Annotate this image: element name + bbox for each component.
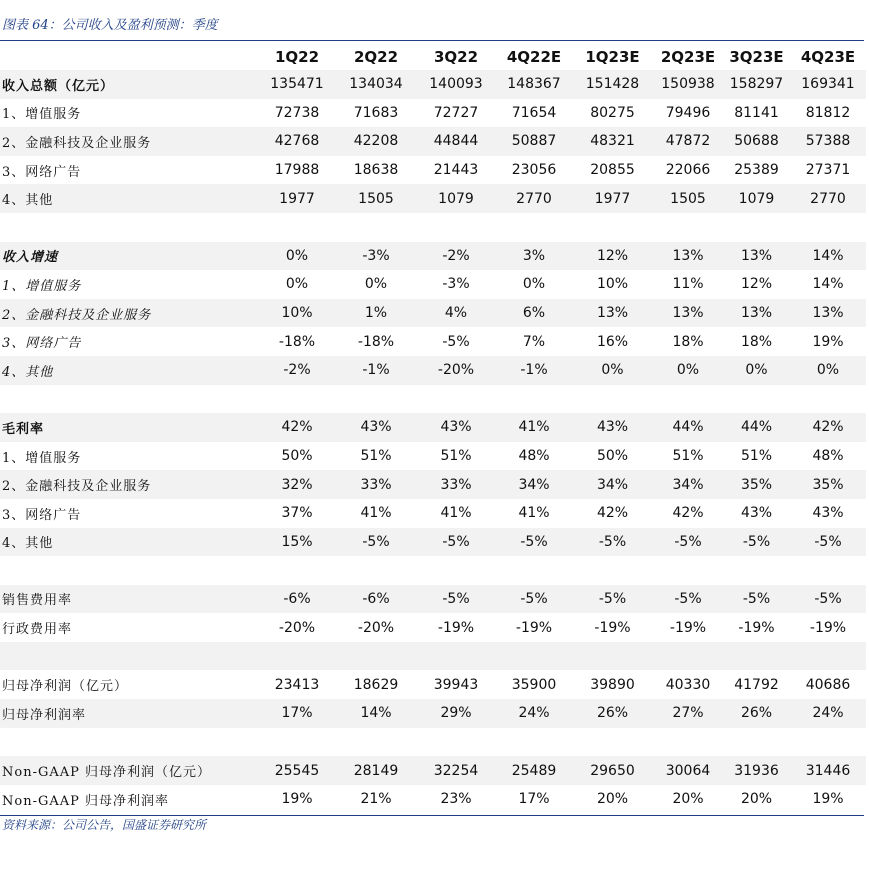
table-row [0, 99, 866, 128]
table-cell: -19% [669, 619, 707, 636]
table-row [0, 327, 866, 356]
table-cell: 21% [360, 791, 392, 808]
table-cell: 71683 [353, 104, 399, 121]
table-cell: 18629 [353, 676, 399, 693]
row-label: 1、增值服务 [2, 107, 82, 123]
table-cell: 34% [496, 470, 572, 499]
table-cell: -6% [336, 585, 416, 614]
table-cell: 42% [596, 505, 629, 522]
table-cell [416, 642, 496, 671]
table-cell: 151428 [572, 70, 653, 99]
table-cell: 26% [572, 699, 653, 728]
table-cell [790, 556, 866, 585]
header-blank [0, 43, 258, 70]
table-cell: 2770 [790, 184, 866, 213]
column-header: 4Q22E [506, 47, 562, 66]
table-cell: 28149 [336, 756, 416, 785]
table-cell: 50% [596, 448, 629, 465]
table-cell: -5% [723, 585, 790, 614]
table-cell: 44% [653, 413, 723, 442]
table-cell: 34% [653, 470, 723, 499]
table-cell: 10% [258, 299, 336, 328]
table-cell: 41% [360, 505, 392, 522]
table-cell: 32254 [416, 756, 496, 785]
table-cell: -5% [723, 528, 790, 557]
table-cell [653, 213, 723, 242]
table-cell: 13% [653, 242, 723, 271]
table-row [0, 556, 866, 585]
table-cell: 19% [812, 333, 844, 350]
table-cell: -5% [572, 585, 653, 614]
table-cell: 14% [790, 242, 866, 271]
table-cell: -5% [416, 528, 496, 557]
table-cell: 12% [740, 276, 773, 293]
row-label: 2、金融科技及企业服务 [0, 299, 258, 328]
column-header: 2Q23E [660, 47, 716, 66]
table-cell: 20855 [590, 162, 635, 179]
table-cell: 39890 [590, 676, 635, 693]
table-cell: 23413 [274, 676, 320, 693]
table-cell: 40686 [805, 676, 851, 693]
table-cell: -5% [790, 585, 866, 614]
table-cell [258, 728, 336, 757]
table-cell: 39943 [433, 676, 479, 693]
table-row [0, 442, 866, 471]
column-header: 3Q23E [729, 47, 784, 66]
table-cell: 42% [790, 413, 866, 442]
table-cell [416, 385, 496, 414]
table-cell: 42208 [336, 127, 416, 156]
table-cell: 14% [812, 276, 844, 293]
table-cell: -5% [653, 585, 723, 614]
table-cell: 24% [496, 699, 572, 728]
table-cell: 34% [572, 470, 653, 499]
table-cell [723, 385, 790, 414]
table-cell [572, 385, 653, 414]
table-row [0, 270, 866, 299]
table-row [0, 499, 866, 528]
table-cell: 0% [285, 276, 309, 293]
table-cell: 158297 [723, 70, 790, 99]
table-cell [653, 556, 723, 585]
table-cell: 25389 [734, 162, 779, 179]
table-cell: 41% [440, 505, 472, 522]
table-row [0, 127, 866, 156]
table-cell: 17% [258, 699, 336, 728]
table-cell: -2% [416, 242, 496, 271]
table-cell [336, 213, 416, 242]
table-cell: 33% [416, 470, 496, 499]
table-row [0, 728, 866, 757]
table-cell: 18% [740, 333, 773, 350]
table-cell: 26% [723, 699, 790, 728]
table-cell: 148367 [496, 70, 572, 99]
table-cell [496, 213, 572, 242]
table-cell: 169341 [790, 70, 866, 99]
table-cell [790, 728, 866, 757]
table-cell [496, 556, 572, 585]
table-cell: 44844 [416, 127, 496, 156]
table-cell: 43% [572, 413, 653, 442]
table-cell: 42768 [258, 127, 336, 156]
table-row [0, 470, 866, 499]
table-cell: 27371 [805, 162, 851, 179]
table-row [0, 385, 866, 414]
table-cell [723, 728, 790, 757]
table-cell: 23% [440, 791, 472, 808]
table-cell [416, 728, 496, 757]
table-cell: 2770 [496, 184, 572, 213]
table-cell: 24% [790, 699, 866, 728]
row-label: 2、金融科技及企业服务 [0, 470, 258, 499]
table-cell [572, 642, 653, 671]
table-cell [572, 556, 653, 585]
row-label: Non-GAAP 归母净利润率 [2, 793, 170, 809]
row-label: 3、网络广告 [2, 336, 82, 352]
table-cell: 7% [522, 333, 546, 350]
table-cell: -18% [357, 333, 395, 350]
table-cell: 0% [653, 356, 723, 385]
row-label: 毛利率 [0, 413, 258, 442]
table-cell: -5% [572, 528, 653, 557]
table-cell: 11% [672, 276, 704, 293]
table-cell [336, 728, 416, 757]
row-label: 归母净利润（亿元） [2, 679, 129, 695]
row-label: 4、其他 [0, 184, 258, 213]
row-label [0, 213, 258, 242]
table-cell: 33% [336, 470, 416, 499]
table-cell: -20% [357, 619, 395, 636]
table-cell: 35900 [511, 676, 557, 693]
table-cell: 19% [281, 791, 313, 808]
table-cell: 13% [790, 299, 866, 328]
table-cell: -19% [437, 619, 475, 636]
table-cell: 135471 [258, 70, 336, 99]
table-cell: 51% [360, 448, 392, 465]
table-cell: 29% [416, 699, 496, 728]
row-label: 收入总额（亿元） [0, 70, 258, 99]
table-row [0, 785, 866, 814]
table-cell: 0% [258, 242, 336, 271]
table-cell: 72738 [274, 104, 320, 121]
table-row [0, 156, 866, 185]
table-cell [336, 556, 416, 585]
row-label: 行政费用率 [2, 622, 73, 638]
table-cell: -5% [336, 528, 416, 557]
table-cell: 57388 [790, 127, 866, 156]
table-cell: 1505 [653, 184, 723, 213]
table-cell: 3% [496, 242, 572, 271]
source-note: 资料来源：公司公告，国盛证券研究所 [2, 818, 207, 832]
table-cell: 1079 [416, 184, 496, 213]
column-header: 1Q22 [274, 47, 320, 66]
table-cell: -19% [594, 619, 631, 636]
table-cell: 81812 [805, 104, 851, 121]
column-header: 2Q22 [353, 47, 399, 66]
table-cell: 43% [812, 505, 844, 522]
table-cell: 17% [518, 791, 550, 808]
table-body [0, 70, 866, 813]
row-label: 3、网络广告 [2, 507, 82, 523]
row-label: 1、增值服务 [2, 278, 82, 294]
forecast-table [0, 43, 866, 813]
table-cell: 29650 [572, 756, 653, 785]
table-cell: 35% [723, 470, 790, 499]
table-cell: 20% [740, 791, 773, 808]
table-cell [653, 385, 723, 414]
table-row [0, 756, 866, 785]
row-label [0, 728, 258, 757]
table-cell [336, 385, 416, 414]
table-cell: -5% [496, 528, 572, 557]
table-cell: 31446 [790, 756, 866, 785]
row-label [0, 556, 258, 585]
column-header: 4Q23E [800, 47, 856, 66]
table-cell: 43% [416, 413, 496, 442]
table-row [0, 528, 866, 557]
table-row [0, 356, 866, 385]
table-cell: 51% [440, 448, 472, 465]
table-row [0, 642, 866, 671]
table-cell [653, 728, 723, 757]
figure-caption: 图表 64：公司收入及盈利预测：季度 [2, 18, 218, 33]
table-cell: 72727 [433, 104, 479, 121]
table-row [0, 242, 866, 271]
table-cell: 21443 [433, 162, 479, 179]
table-cell: 1977 [572, 184, 653, 213]
table-cell: 71654 [511, 104, 557, 121]
table-cell: 1079 [723, 184, 790, 213]
table-cell: 27% [653, 699, 723, 728]
table-cell: -5% [416, 585, 496, 614]
column-header: 1Q23E [585, 47, 640, 66]
table-cell [790, 385, 866, 414]
table-row [0, 70, 866, 99]
table-cell: 0% [364, 276, 388, 293]
table-cell: 79496 [665, 104, 711, 121]
row-label: 2、金融科技及企业服务 [0, 127, 258, 156]
column-header: 3Q22 [433, 47, 479, 66]
table-cell: 37% [281, 505, 313, 522]
table-cell: 4% [416, 299, 496, 328]
row-label: 收入增速 [0, 242, 258, 271]
table-cell: 20% [596, 791, 629, 808]
table-cell: -19% [515, 619, 553, 636]
table-row [0, 299, 866, 328]
table-cell: 0% [572, 356, 653, 385]
table-cell: 150938 [653, 70, 723, 99]
table-cell: 18638 [353, 162, 399, 179]
table-row [0, 213, 866, 242]
table-cell: 13% [653, 299, 723, 328]
table-cell: 19% [812, 791, 844, 808]
table-cell: 13% [723, 299, 790, 328]
row-label [0, 385, 258, 414]
table-cell: 51% [740, 448, 773, 465]
table-cell: 14% [336, 699, 416, 728]
table-cell: 0% [723, 356, 790, 385]
table-row [0, 699, 866, 728]
row-label: Non-GAAP 归母净利润（亿元） [0, 756, 258, 785]
table-cell: 35% [790, 470, 866, 499]
table-cell: 1505 [336, 184, 416, 213]
row-label: 4、其他 [0, 356, 258, 385]
row-label: 1、增值服务 [2, 450, 82, 466]
table-cell [790, 642, 866, 671]
row-label: 4、其他 [0, 528, 258, 557]
table-cell: -5% [496, 585, 572, 614]
table-cell: 42% [258, 413, 336, 442]
table-cell: 31936 [723, 756, 790, 785]
table-cell [790, 213, 866, 242]
table-cell: 41792 [734, 676, 779, 693]
table-cell: 22066 [665, 162, 711, 179]
table-cell: 80275 [590, 104, 635, 121]
table-row [0, 613, 866, 642]
table-cell: 1% [336, 299, 416, 328]
table-cell: 50% [281, 448, 313, 465]
table-cell: 23056 [511, 162, 557, 179]
table-cell: 0% [790, 356, 866, 385]
table-cell: -2% [258, 356, 336, 385]
table-cell: -6% [258, 585, 336, 614]
table-cell: 48% [812, 448, 844, 465]
table-cell: 25489 [496, 756, 572, 785]
table-cell [653, 642, 723, 671]
table-cell [496, 728, 572, 757]
table-cell: 43% [336, 413, 416, 442]
table-cell: -19% [738, 619, 775, 636]
table-cell: 12% [572, 242, 653, 271]
table-cell: 1977 [258, 184, 336, 213]
table-cell: 6% [496, 299, 572, 328]
table-cell: 25545 [258, 756, 336, 785]
table-cell: -5% [653, 528, 723, 557]
table-cell: 15% [258, 528, 336, 557]
table-cell [723, 642, 790, 671]
table-cell [496, 385, 572, 414]
table-cell [258, 556, 336, 585]
table-cell: -20% [416, 356, 496, 385]
table-cell [572, 728, 653, 757]
table-cell: -19% [809, 619, 847, 636]
top-rule [0, 40, 864, 41]
table-cell: 81141 [734, 104, 779, 121]
table-cell: 134034 [336, 70, 416, 99]
table-cell: 10% [596, 276, 629, 293]
table-cell: -18% [278, 333, 316, 350]
table-cell: 20% [672, 791, 704, 808]
table-cell: 18% [672, 333, 704, 350]
table-cell: -3% [336, 242, 416, 271]
table-cell: 43% [740, 505, 773, 522]
table-cell: 13% [572, 299, 653, 328]
table-cell: 48321 [572, 127, 653, 156]
row-label: 归母净利润率 [0, 699, 258, 728]
table-cell: 40330 [665, 676, 711, 693]
table-cell: 48% [518, 448, 550, 465]
table-cell: -5% [442, 333, 470, 350]
table-cell: -3% [442, 276, 470, 293]
table-cell: 50887 [496, 127, 572, 156]
header-row [0, 43, 866, 70]
table-cell: 16% [596, 333, 629, 350]
table-cell: 42% [672, 505, 704, 522]
table-cell: 51% [672, 448, 704, 465]
table-cell [496, 642, 572, 671]
table-cell [336, 642, 416, 671]
table-cell [723, 556, 790, 585]
table-cell: -1% [336, 356, 416, 385]
table-cell [416, 213, 496, 242]
table-row [0, 413, 866, 442]
table-cell: 30064 [653, 756, 723, 785]
table-cell: 32% [258, 470, 336, 499]
row-label: 3、网络广告 [2, 164, 82, 180]
table-row [0, 585, 866, 614]
table-cell: 50688 [723, 127, 790, 156]
row-label [0, 642, 258, 671]
table-cell: -1% [496, 356, 572, 385]
row-label: 销售费用率 [0, 585, 258, 614]
table-cell: 13% [723, 242, 790, 271]
table-row [0, 670, 866, 699]
table-cell [723, 213, 790, 242]
table-row [0, 184, 866, 213]
table-cell: 17988 [274, 162, 320, 179]
table-cell [258, 213, 336, 242]
table-cell [572, 213, 653, 242]
table-cell: 41% [496, 413, 572, 442]
table-cell: 41% [518, 505, 550, 522]
table-cell [258, 385, 336, 414]
table-cell: 0% [522, 276, 546, 293]
table-cell [258, 642, 336, 671]
table-cell: 140093 [416, 70, 496, 99]
table-cell: 44% [723, 413, 790, 442]
table-cell [416, 556, 496, 585]
table-cell: -5% [790, 528, 866, 557]
table-cell: 47872 [653, 127, 723, 156]
table-cell: -20% [278, 619, 316, 636]
